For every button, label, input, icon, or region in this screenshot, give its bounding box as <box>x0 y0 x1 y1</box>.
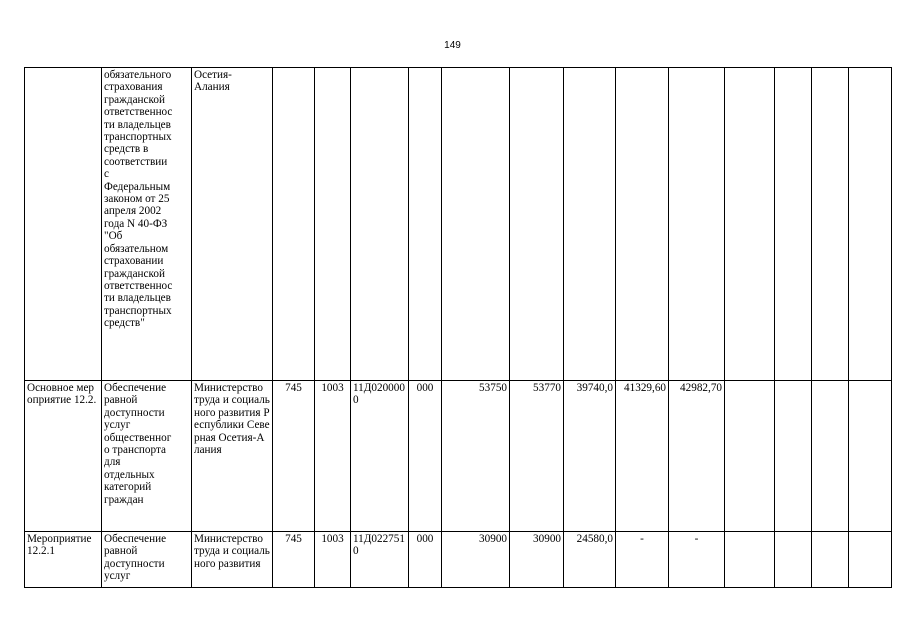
rzpr-cell: 1003 <box>315 532 351 588</box>
value-cell <box>669 68 725 381</box>
name-cell: обязательного страхования гражданской ответственнос ти владельцев транспортных средств в соответствии с Федеральным законом от 25 апреля 2002 года N 40-ФЗ "Об обязательном страховании гражданской ответственнос ти владельцев транспортных средств" <box>102 68 192 381</box>
vr-cell: 000 <box>409 381 442 532</box>
empty-cell <box>725 68 775 381</box>
vr-cell: 000 <box>409 532 442 588</box>
empty-cell <box>849 532 892 588</box>
grbs-cell <box>273 68 315 381</box>
value-cell <box>616 68 669 381</box>
executor-cell: Министерство труда и социального развития <box>192 532 273 588</box>
grbs-cell: 745 <box>273 532 315 588</box>
code-cell: Мероприятие 12.2.1 <box>25 532 102 588</box>
table-row <box>25 68 892 381</box>
table-row <box>25 381 892 532</box>
empty-cell <box>775 532 812 588</box>
page-number: 149 <box>444 40 461 51</box>
empty-cell <box>775 68 812 381</box>
csr-cell: 11Д0200000 <box>351 381 409 532</box>
rzpr-cell <box>315 68 351 381</box>
executor-cell: Министерство труда и социального развития Республики Северная Осетия-Алания <box>192 381 273 532</box>
empty-cell <box>812 532 849 588</box>
value-cell <box>510 68 564 381</box>
value-cell: 53750 <box>442 381 510 532</box>
value-cell: - <box>616 532 669 588</box>
csr-cell: 11Д0227510 <box>351 532 409 588</box>
empty-cell <box>849 68 892 381</box>
value-cell <box>564 68 616 381</box>
vr-cell <box>409 68 442 381</box>
value-cell: 42982,70 <box>669 381 725 532</box>
empty-cell <box>725 532 775 588</box>
name-cell: Обеспечение равной доступности услуг <box>102 532 192 588</box>
value-cell: - <box>669 532 725 588</box>
empty-cell <box>812 381 849 532</box>
empty-cell <box>812 68 849 381</box>
table-row <box>25 532 892 588</box>
value-cell: 39740,0 <box>564 381 616 532</box>
value-cell: 30900 <box>442 532 510 588</box>
grbs-cell: 745 <box>273 381 315 532</box>
value-cell: 41329,60 <box>616 381 669 532</box>
rzpr-cell: 1003 <box>315 381 351 532</box>
empty-cell <box>725 381 775 532</box>
budget-table <box>24 67 892 588</box>
value-cell: 24580,0 <box>564 532 616 588</box>
csr-cell <box>351 68 409 381</box>
empty-cell <box>849 381 892 532</box>
value-cell: 53770 <box>510 381 564 532</box>
value-cell <box>442 68 510 381</box>
empty-cell <box>775 381 812 532</box>
code-cell <box>25 68 102 381</box>
name-cell: Обеспечение равной доступности услуг общественног о транспорта для отдельных категорий граждан <box>102 381 192 532</box>
code-cell: Основное мероприятие 12.2. <box>25 381 102 532</box>
value-cell: 30900 <box>510 532 564 588</box>
executor-cell: Осетия- Алания <box>192 68 273 381</box>
